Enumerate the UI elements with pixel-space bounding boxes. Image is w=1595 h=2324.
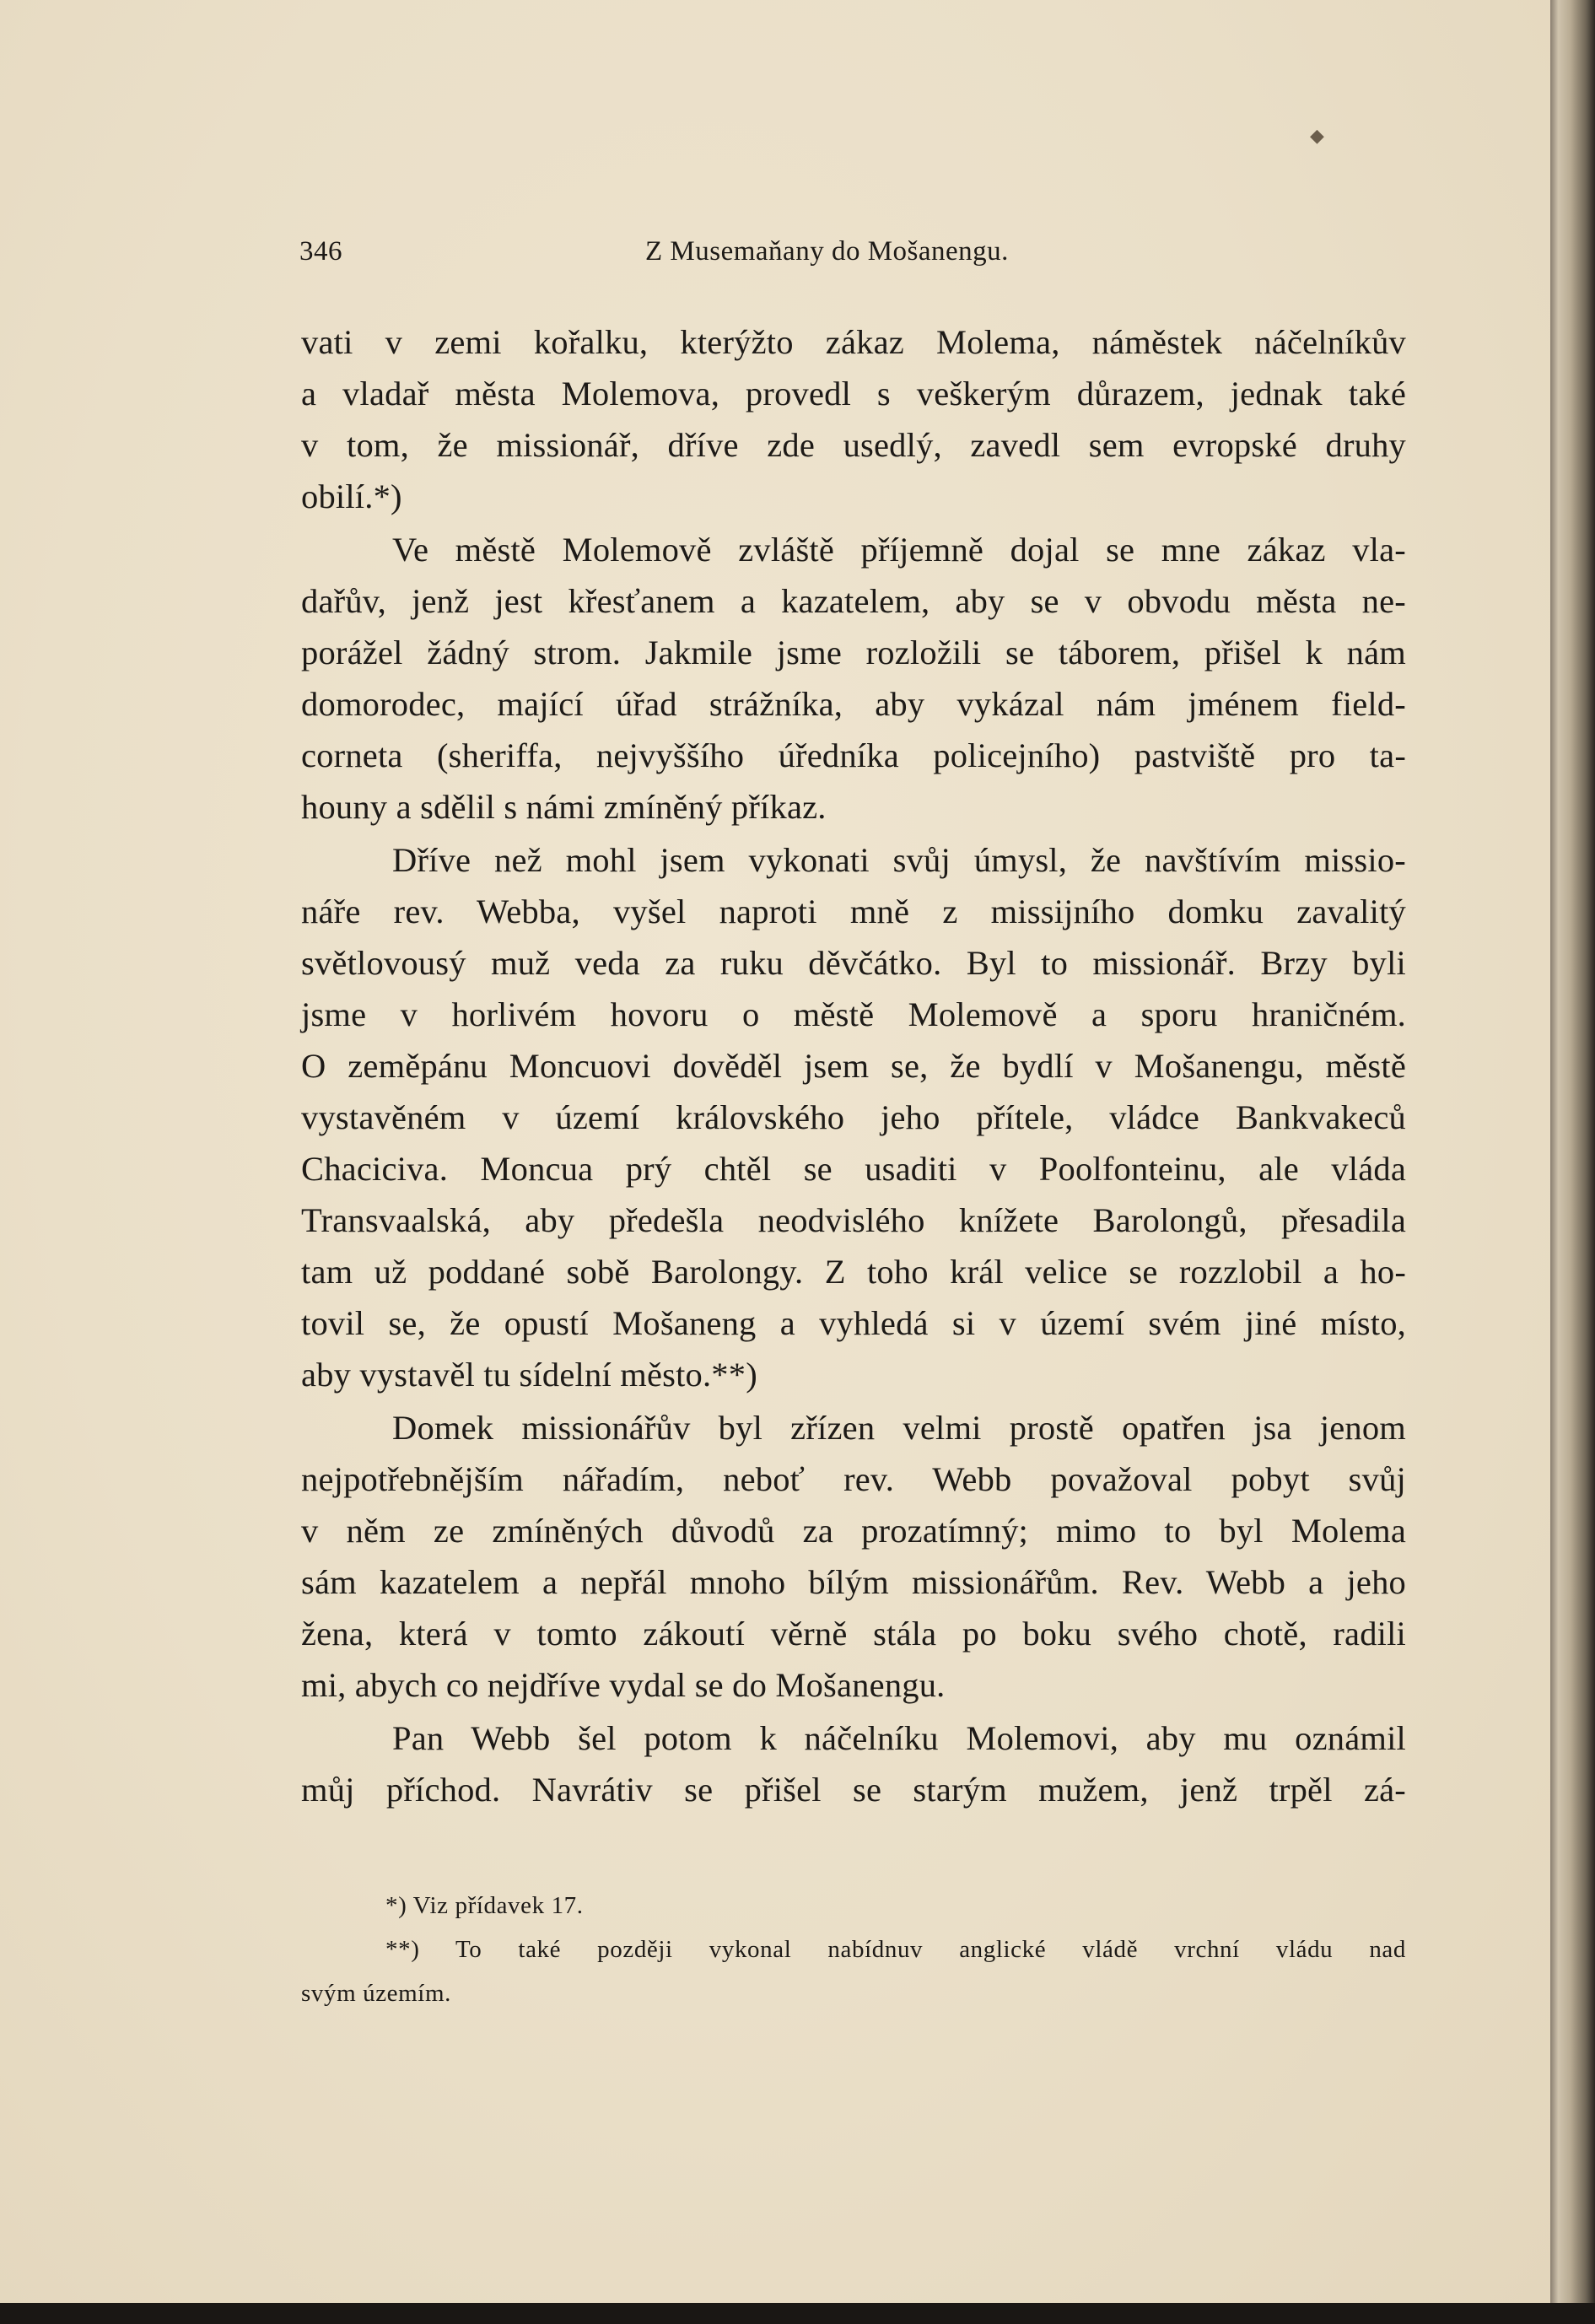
footnotes bbox=[301, 1884, 1406, 2015]
text-line: v něm ze zmíněných důvodů za prozatímný; mimo to byl Molema bbox=[301, 1512, 1406, 1550]
footnote-2: **) To také později vykonal nabídnuv anglické vládě vrchní vládu nad bbox=[385, 1936, 1406, 1963]
text-line: vystavěném v území královského jeho přítele, vládce Bankvakeců bbox=[301, 1098, 1406, 1136]
text-line: obilí.*) bbox=[301, 477, 402, 515]
text-line: mi, abych co nejdříve vydal se do Mošanengu. bbox=[301, 1666, 946, 1704]
paragraph-start-line: Dříve než mohl jsem vykonati svůj úmysl, že navštívím missio- bbox=[392, 841, 1406, 879]
text-line: tovil se, že opustí Mošaneng a vyhledá si v území svém jiné místo, bbox=[301, 1304, 1406, 1342]
text-line: Transvaalská, aby předešla neodvislého knížete Barolongů, přesadila bbox=[301, 1201, 1406, 1239]
running-title: Z Musemaňany do Mošanengu. bbox=[645, 236, 1009, 267]
text-line: tam už poddané sobě Barolongy. Z toho král velice se rozzlobil a ho- bbox=[301, 1253, 1406, 1291]
text-line: v tom, že missionář, dříve zde usedlý, zavedl sem evropské druhy bbox=[301, 426, 1406, 464]
paragraph-start-line: Pan Webb šel potom k náčelníku Molemovi, aby mu oznámil bbox=[392, 1719, 1406, 1757]
text-line: vati v zemi kořalku, kterýžto zákaz Molema, náměstek náčelníkův bbox=[301, 323, 1406, 361]
text-line: jsme v horlivém hovoru o městě Molemově a sporu hraničném. bbox=[301, 995, 1406, 1033]
text-line: houny a sdělil s námi zmíněný příkaz. bbox=[301, 788, 827, 826]
scan-bottom-edge bbox=[0, 2303, 1595, 2324]
ink-speck-mark: ◆ bbox=[1310, 125, 1324, 146]
body-text bbox=[301, 316, 1406, 1815]
text-line: světlovousý muž veda za ruku děvčátko. Byl to missionář. Brzy byli bbox=[301, 944, 1406, 982]
paragraph-start-line: Domek missionářův byl zřízen velmi prostě opatřen jsa jenom bbox=[392, 1409, 1406, 1447]
text-line: sám kazatelem a nepřál mnoho bílým missionářům. Rev. Webb a jeho bbox=[301, 1563, 1406, 1601]
text-line: porážel žádný strom. Jakmile jsme rozložili se táborem, přišel k nám bbox=[301, 634, 1406, 671]
text-line: a vladař města Molemova, provedl s veškerým důrazem, jednak také bbox=[301, 375, 1406, 412]
text-line: domorodec, mající úřad strážníka, aby vykázal nám jménem field- bbox=[301, 685, 1406, 723]
running-head bbox=[299, 236, 1404, 273]
text-line: aby vystavěl tu sídelní město.**) bbox=[301, 1356, 757, 1394]
footnote-1: *) Viz přídavek 17. bbox=[385, 1892, 584, 1919]
book-spine-edge bbox=[1550, 0, 1595, 2324]
text-line: můj příchod. Navrátiv se přišel se starým mužem, jenž trpěl zá- bbox=[301, 1771, 1406, 1809]
text-line: dařův, jenž jest křesťanem a kazatelem, aby se v obvodu města ne- bbox=[301, 582, 1406, 620]
page-number: 346 bbox=[299, 236, 342, 267]
text-line: Chaciciva. Moncua prý chtěl se usaditi v Poolfonteinu, ale vláda bbox=[301, 1150, 1406, 1188]
text-line: corneta (sheriffa, nejvyššího úředníka policejního) pastviště pro ta- bbox=[301, 736, 1406, 774]
text-line: žena, která v tomto zákoutí věrně stála po boku svého chotě, radili bbox=[301, 1615, 1406, 1653]
footnote-2-continuation: svým územím. bbox=[301, 1980, 451, 2007]
paragraph-start-line: Ve městě Molemově zvláště příjemně dojal se mne zákaz vla- bbox=[392, 531, 1406, 569]
text-line: O zeměpánu Moncuovi dověděl jsem se, že bydlí v Mošanengu, městě bbox=[301, 1047, 1406, 1085]
text-line: nejpotřebnějším nářadím, neboť rev. Webb považoval pobyt svůj bbox=[301, 1460, 1406, 1498]
text-line: náře rev. Webba, vyšel naproti mně z missijního domku zavalitý bbox=[301, 892, 1406, 930]
